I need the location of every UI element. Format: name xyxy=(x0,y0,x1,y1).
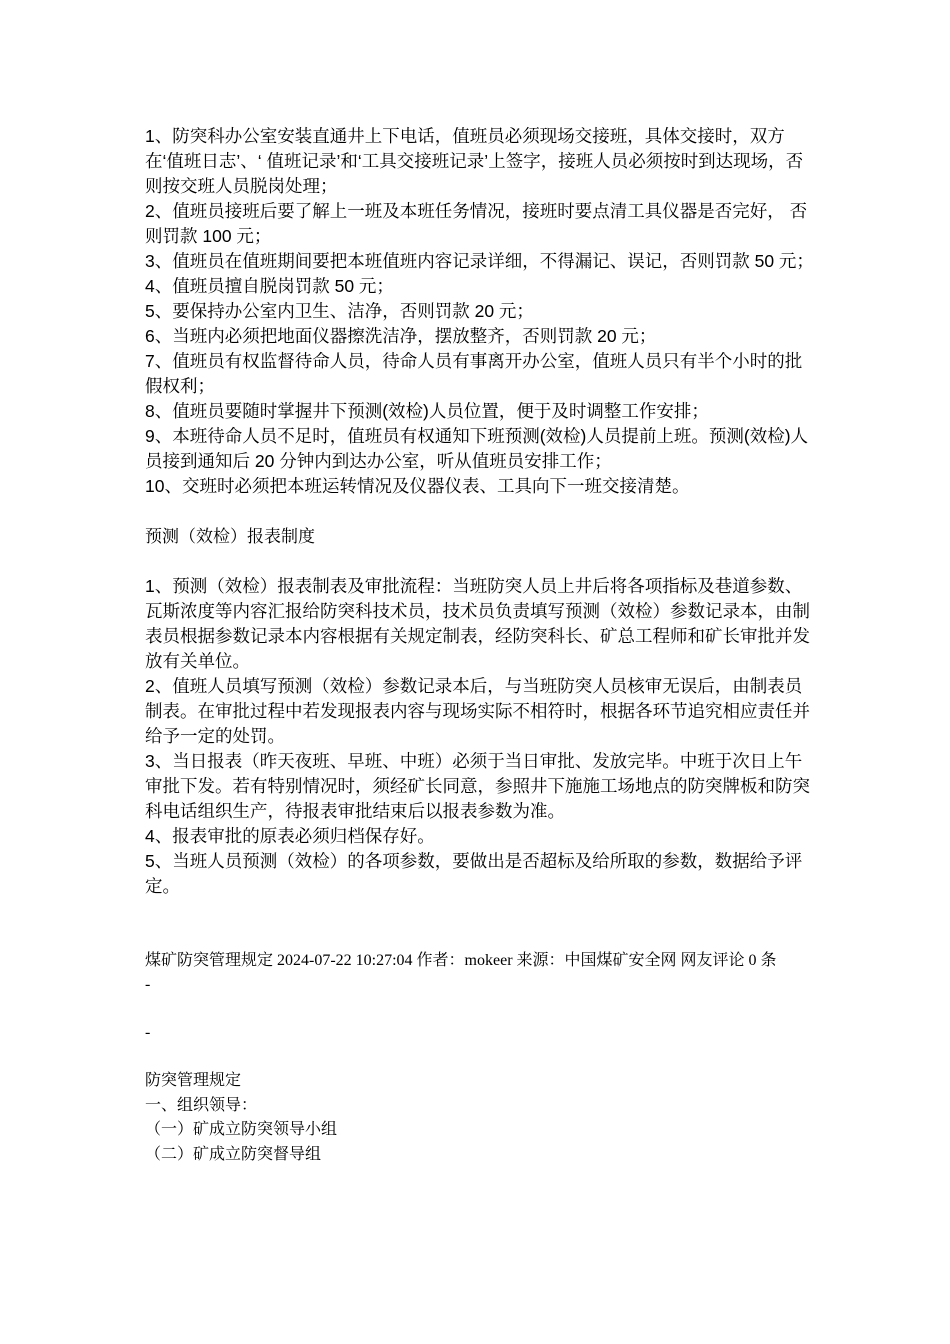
report-section-title: 预测（效检）报表制度 xyxy=(145,527,315,546)
duty-rule-item: 7、值班员有权监督待命人员，待命人员有事离开办公室，值班人员只有半个小时的批假权利； xyxy=(145,351,803,396)
next-article-title: 防突管理规定 xyxy=(145,1072,242,1089)
report-rules-list xyxy=(145,574,815,899)
article-meta-line: 煤矿防突管理规定 2024-07-22 10:27:04 作者：mokeer 来源：中国煤矿安全网 网友评论 0 条 xyxy=(145,952,777,969)
report-rule-item: 3、当日报表（昨天夜班、早班、中班）必须于当日审批、发放完毕。中班于次日上午审批下发。若有特别情况时，须经矿长同意，参照井下施施工场地点的防突牌板和防突科电话组织生产，待报表审批结束后以报表参数为准。 xyxy=(145,751,810,821)
duty-rule-item: 1、防突科办公室安装直通井上下电话，值班员必须现场交接班，具体交接时，双方在‘值班日志’、‘ 值班记录’和‘工具交接班记录’上签字，接班人员必须按时到达现场，否则按交班人员脱岗处理； xyxy=(145,126,804,196)
report-rule-item: 1、预测（效检）报表制表及审批流程：当班防突人员上井后将各项指标及巷道参数、瓦斯浓度等内容汇报给防突科技术员，技术员负责填写预测（效检）参数记录本，由制表员根据参数记录本内容根据有关规定制表，经防突科长、矿总工程师和矿长审批并发放有关单位。 xyxy=(145,576,810,671)
separator-dash: - xyxy=(145,1024,151,1041)
report-rule-item: 4、报表审批的原表必须归档保存好。 xyxy=(145,826,435,846)
duty-rule-item: 10、交班时必须把本班运转情况及仪器仪表、工具向下一班交接清楚。 xyxy=(145,476,690,496)
next-article-line: （一）矿成立防突领导小组 xyxy=(145,1121,338,1138)
report-rule-item: 5、当班人员预测（效检）的各项参数，要做出是否超标及给所取的参数，数据给予评定。 xyxy=(145,851,803,896)
duty-rule-item: 8、值班员要随时掌握井下预测(效检)人员位置，便于及时调整工作安排； xyxy=(145,401,709,421)
duty-rule-item: 2、值班员接班后要了解上一班及本班任务情况，接班时要点清工具仪器是否完好， 否则罚款 100 元； xyxy=(145,201,808,246)
next-article-line: 一、组织领导： xyxy=(145,1096,258,1114)
duty-rule-item: 3、值班员在值班期间要把本班值班内容记录详细，不得漏记、误记，否则罚款 50 元； xyxy=(145,251,814,271)
duty-rule-item: 4、值班员擅自脱岗罚款 50 元； xyxy=(145,276,394,296)
next-article-line: （二）矿成立防突督导组 xyxy=(145,1145,322,1163)
duty-rule-item: 5、要保持办公室内卫生、洁净，否则罚款 20 元； xyxy=(145,301,534,321)
duty-rule-item: 6、当班内必须把地面仪器擦洗洁净，摆放整齐，否则罚款 20 元； xyxy=(145,326,657,346)
duty-rule-item: 9、本班待命人员不足时，值班员有权通知下班预测(效检)人员提前上班。预测(效检)人员接到通知后 20 分钟内到达办公室，听从值班员安排工作； xyxy=(145,426,809,471)
separator-dash: - xyxy=(145,976,151,993)
duty-rules-list xyxy=(145,124,815,499)
document-page xyxy=(145,124,815,1167)
next-article xyxy=(145,1069,815,1167)
report-rule-item: 2、值班人员填写预测（效检）参数记录本后，与当班防突人员核审无误后，由制表员制表。在审批过程中若发现报表内容与现场实际不相符时，根据各环节追究相应责任并给予一定的处罚。 xyxy=(145,676,810,746)
